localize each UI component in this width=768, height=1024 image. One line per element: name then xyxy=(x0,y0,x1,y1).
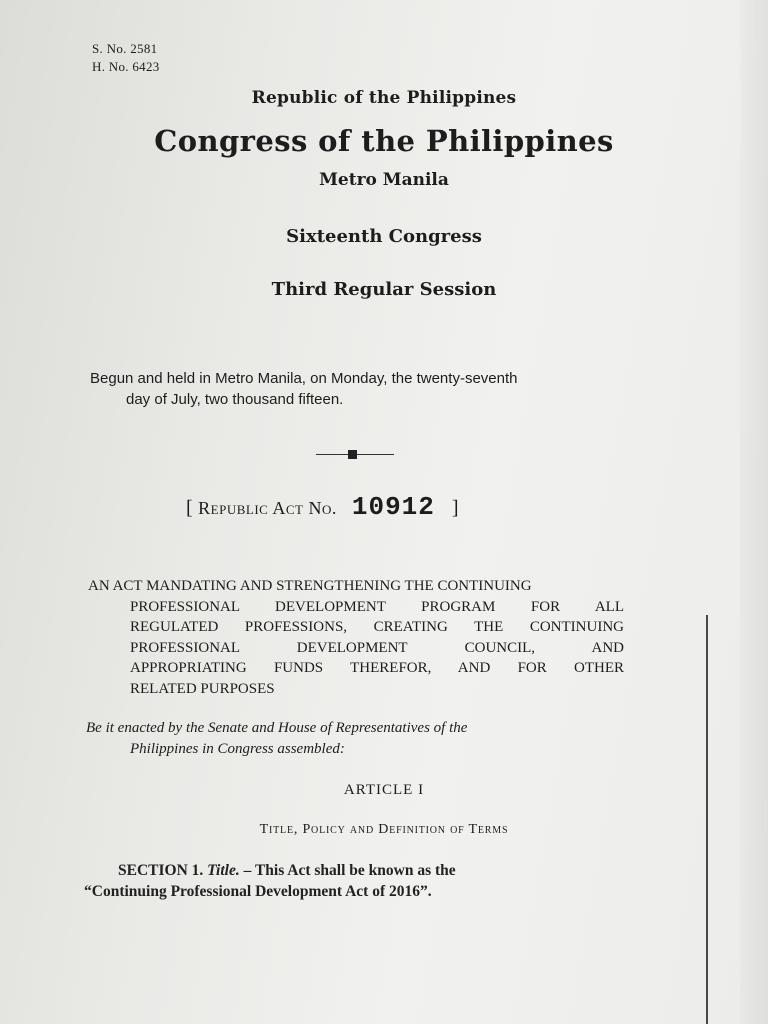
ornament-dot xyxy=(348,450,357,459)
begun-statement xyxy=(90,368,650,410)
house-bill-number: H. No. 6423 xyxy=(92,59,160,74)
enacting-clause xyxy=(86,718,626,760)
page-fold-line xyxy=(706,615,708,1024)
act-title xyxy=(88,576,624,699)
section-title: Title. xyxy=(207,862,240,879)
senate-bill-number: S. No. 2581 xyxy=(92,41,158,56)
divider-ornament xyxy=(316,454,394,455)
act-title-line-6: RELATED PURPOSES xyxy=(130,680,275,697)
begun-line-1: Begun and held in Metro Manila, on Monday, the twenty-seventh xyxy=(90,370,518,387)
enacting-line-1: Be it enacted by the Senate and House of Representatives of the xyxy=(86,720,468,736)
act-title-line-3: REGULATED PROFESSIONS, CREATING THE CONTINUING xyxy=(130,619,624,635)
open-bracket: [ xyxy=(186,497,194,519)
enacting-line-2: Philippines in Congress assembled: xyxy=(130,741,345,757)
republic-act-label: Republic Act No. xyxy=(198,498,337,518)
republic-act-value: 10912 xyxy=(351,492,435,522)
congress-heading: Congress of the Philippines xyxy=(154,124,614,158)
section-text-2: “Continuing Professional Development Act of 2016”. xyxy=(84,883,432,900)
article-heading: ARTICLE I xyxy=(343,782,425,798)
act-title-line-5: APPROPRIATING FUNDS THEREFOR, AND FOR OTHER xyxy=(130,660,624,676)
bill-numbers xyxy=(92,40,160,76)
close-bracket: ] xyxy=(451,497,460,519)
article-subheading: Title, Policy and Definition of Terms xyxy=(259,822,509,837)
begun-line-2: day of July, two thousand fifteen. xyxy=(126,391,344,408)
section-text-1: – This Act shall be known as the xyxy=(243,862,456,879)
act-title-line-2: PROFESSIONAL DEVELOPMENT PROGRAM FOR ALL xyxy=(130,598,624,615)
act-title-line-4: PROFESSIONAL DEVELOPMENT COUNCIL, AND xyxy=(130,639,624,656)
location-heading: Metro Manila xyxy=(319,170,449,190)
republic-act-number xyxy=(186,492,586,522)
congress-number-heading: Sixteenth Congress xyxy=(286,226,482,247)
act-title-line-1: AN ACT MANDATING AND STRENGTHENING THE CONTINUING xyxy=(88,578,532,594)
republic-heading: Republic of the Philippines xyxy=(251,88,517,108)
section-1 xyxy=(84,860,624,902)
session-heading: Third Regular Session xyxy=(271,279,497,300)
section-label: SECTION 1. xyxy=(118,862,204,879)
